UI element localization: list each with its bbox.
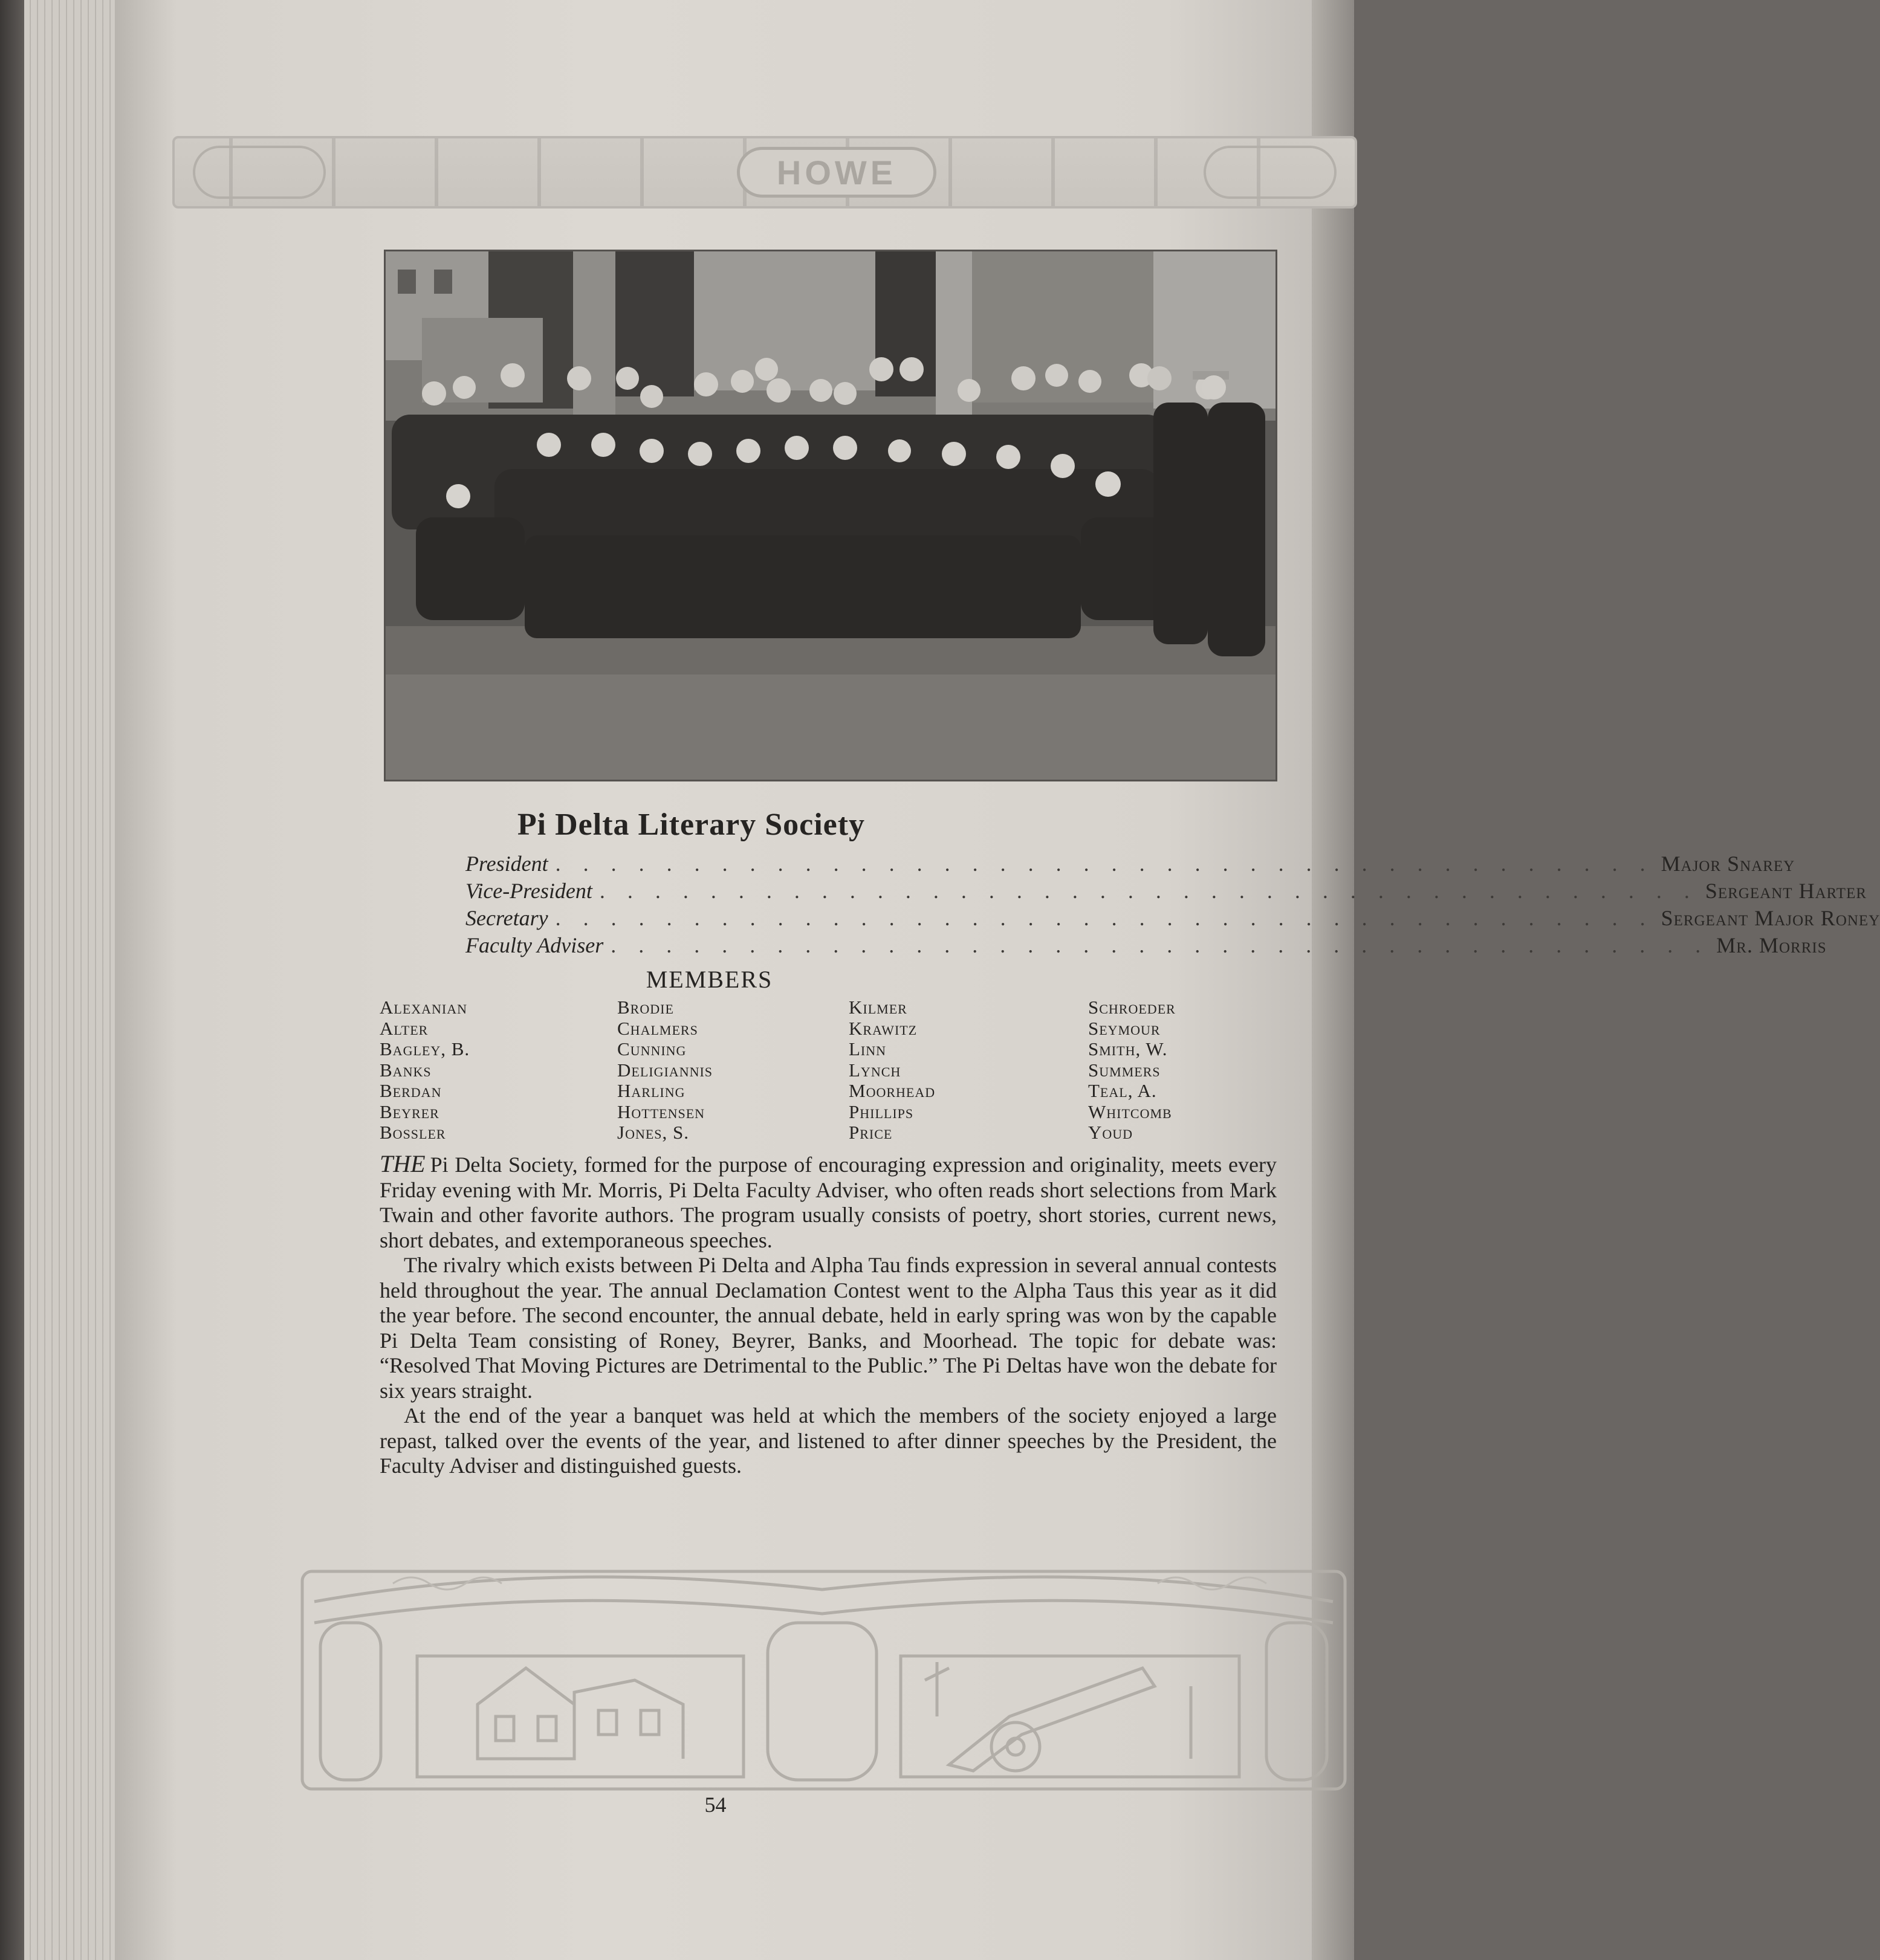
officer-name: Major Snarey — [1661, 852, 1795, 876]
leader-dots: . . . . . . . . . . . . . . . . . . . . . . . . . . . . . . . . . . . . . . . . — [555, 906, 1654, 930]
member-name: Chalmers — [617, 1017, 698, 1039]
header-scroll-right — [1204, 146, 1337, 199]
member-name: Price — [849, 1122, 893, 1143]
member-name: Berdan — [380, 1080, 442, 1101]
officer-role: President — [465, 852, 548, 876]
article-body — [380, 1151, 1277, 1479]
member-name: Linn — [849, 1038, 887, 1059]
member-name: Beyrer — [380, 1101, 439, 1122]
member-name: Krawitz — [849, 1017, 918, 1039]
member-name: Bossler — [380, 1122, 446, 1143]
officer-role: Vice-President — [465, 879, 592, 903]
officer-role: Faculty Adviser — [465, 933, 604, 957]
member-name: Youd — [1088, 1122, 1133, 1143]
members-column-1 — [380, 997, 617, 1143]
member-name: Bagley, B. — [380, 1038, 470, 1059]
officer-role: Secretary — [465, 906, 548, 930]
member-name: Alexanian — [380, 997, 468, 1018]
member-name: Seymour — [1088, 1017, 1161, 1039]
officer-row-faculty-adviser — [465, 932, 1827, 959]
member-name: Teal, A. — [1088, 1080, 1157, 1101]
member-name: Deligiannis — [617, 1059, 713, 1081]
officer-name: Mr. Morris — [1716, 933, 1827, 957]
member-name: Brodie — [617, 997, 674, 1018]
member-name: Summers — [1088, 1059, 1161, 1081]
members-roster — [380, 997, 1226, 1143]
member-name: Jones, S. — [617, 1122, 690, 1143]
drop-cap-lead: THE — [380, 1150, 426, 1177]
officer-name: Sergeant Harter — [1705, 879, 1867, 903]
member-name: Whitcomb — [1088, 1101, 1172, 1122]
leader-dots: . . . . . . . . . . . . . . . . . . . . . . . . . . . . . . . . . . . . . . . . — [599, 879, 1698, 903]
officer-name: Sergeant Major Roney — [1661, 906, 1880, 930]
member-name: Hottensen — [617, 1101, 705, 1122]
members-heading: MEMBERS — [646, 966, 773, 993]
officers-list — [465, 850, 1880, 959]
officer-row-vice-president — [465, 878, 1867, 905]
leader-dots: . . . . . . . . . . . . . . . . . . . . . . . . . . . . . . . . . . . . . . . . — [555, 852, 1654, 876]
member-name: Cunning — [617, 1038, 687, 1059]
members-column-4 — [1088, 997, 1269, 1143]
footer-ornament — [296, 1565, 1351, 1795]
member-name: Harling — [617, 1080, 686, 1101]
member-name: Schroeder — [1088, 997, 1176, 1018]
member-name: Banks — [380, 1059, 432, 1081]
header-crest: HOWE — [737, 147, 936, 198]
leader-dots: . . . . . . . . . . . . . . . . . . . . . . . . . . . . . . . . . . . . . . . . — [611, 933, 1710, 957]
members-column-2 — [617, 997, 849, 1143]
member-name: Moorhead — [849, 1080, 936, 1101]
page-title: Pi Delta Literary Society — [517, 807, 866, 842]
group-photograph-image — [386, 251, 1275, 780]
member-name: Kilmer — [849, 997, 907, 1018]
paragraph-3: At the end of the year a banquet was held at which the members of the society enjoyed a large repast, talked over the events of the year, and listened to after dinner speeches by the President, the Faculty Adviser and distinguished guests. — [380, 1403, 1277, 1478]
page-number: 54 — [704, 1793, 727, 1817]
members-column-3 — [849, 997, 1088, 1143]
header-ornament — [172, 136, 1357, 209]
paragraph-1 — [380, 1151, 1277, 1253]
member-name: Smith, W. — [1088, 1038, 1168, 1059]
member-name: Lynch — [849, 1059, 901, 1081]
paragraph-2: The rivalry which exists between Pi Delta and Alpha Tau finds expression in several annual contests held throughout the year. The annual Declamation Contest went to the Alpha Taus this year as it did the year before. The second encounter, the annual debate, held in early spring was won by the capable Pi Delta Team consisting of Roney, Beyrer, Banks, and Moorhead. The topic for debate was: “Resolved That Moving Pictures are Detrimental to the Public.” The Pi Deltas have won the debate for six years straight. — [380, 1253, 1277, 1403]
member-name: Phillips — [849, 1101, 914, 1122]
officer-row-secretary — [465, 905, 1880, 932]
member-name: Alter — [380, 1017, 429, 1039]
group-photograph — [384, 250, 1277, 781]
header-scroll-left — [193, 146, 326, 199]
paragraph-1-text: Pi Delta Society, formed for the purpose of encouraging expression and originality, meets every Friday evening with Mr. Morris, Pi Delta Faculty Adviser, who often reads short selections from Mark Twain and other favorite authors. The program usually consists of poetry, short stories, current news, short debates, and extemporaneous speeches. — [380, 1153, 1277, 1252]
officer-row-president — [465, 850, 1795, 878]
